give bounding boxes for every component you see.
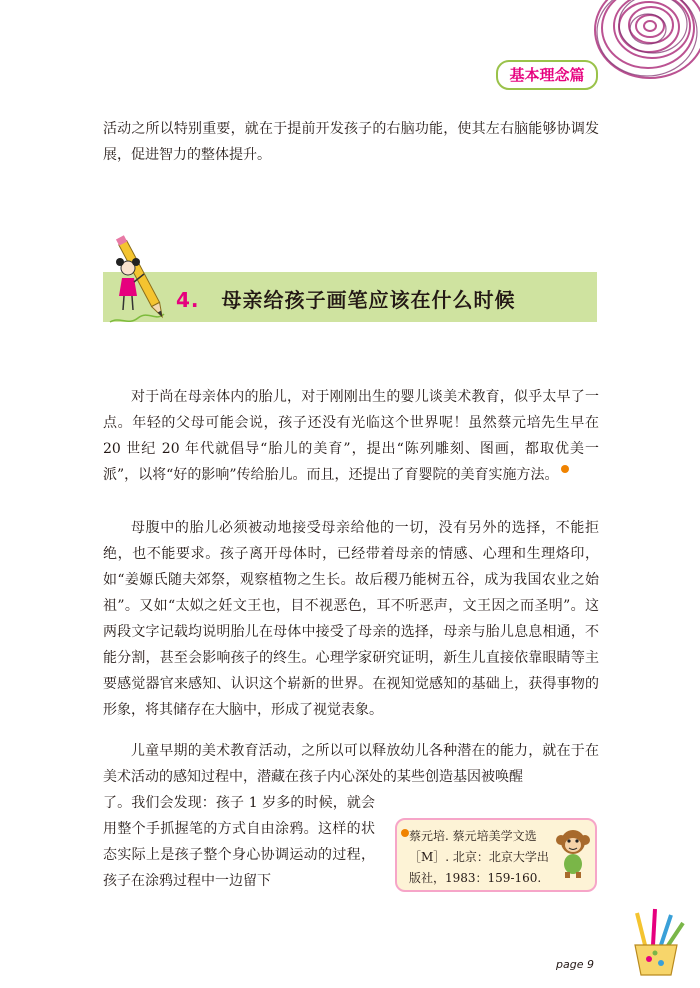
pencil-cup-icon — [615, 905, 695, 980]
section-title: 母亲给孩子画笔应该在什么时候 — [221, 288, 516, 312]
intro-paragraph: 活动之所以特别重要，就在于提前开发孩子的右脑功能，使其左右脑能够协调发展，促进智力的整体提升。 — [103, 121, 599, 163]
paragraph-text: 对于尚在母亲体内的胎儿，对于刚刚出生的婴儿谈美术教育，似乎太早了一点。年轻的父母可能会说，孩子还没有光临这个世界呢！虽然蔡元培先生早在 20 世纪 20 年代就倡导“胎儿的美育”，提出“陈列雕刻、图画，都取优美一派”，以将“好的影响”传给胎儿。而且，还提出了育婴院的美育实施方法。 — [103, 389, 599, 483]
page-number: page 9 — [556, 958, 594, 971]
monkey-icon — [553, 826, 593, 878]
footnote-marker-icon — [561, 465, 569, 473]
section-number: 4. — [176, 288, 200, 312]
footnote-text: 蔡元培. 蔡元培美学文选［M］. 北京：北京大学出版社，1983：159-160. — [409, 829, 549, 885]
footnote-box — [395, 818, 597, 892]
body-paragraph-3: 儿童早期的美术教育活动，之所以可以释放幼儿各种潜在的能力，就在于在美术活动的感知过程中，潜藏在孩子内心深处的某些创造基因被唤醒 — [103, 743, 599, 785]
section-heading — [176, 284, 515, 313]
body-paragraph-3-continued: 了。我们会发现：孩子 1 岁多的时候，就会用整个手抓握笔的方式自由涂鸦。这样的状态实际上是孩子整个身心协调运动的过程，孩子在涂鸦过程中一边留下 — [103, 795, 375, 889]
body-paragraph-1 — [103, 384, 599, 488]
girl-with-pencil-illustration — [108, 230, 176, 330]
footnote-bullet-icon — [401, 829, 409, 837]
section-tab: 基本理念篇 — [496, 60, 598, 90]
body-paragraph-2: 母腹中的胎儿必须被动地接受母亲给他的一切，没有另外的选择，不能拒绝，也不能要求。孩子离开母体时，已经带着母亲的情感、心理和生理烙印，如“姜嫄氏随夫郊祭，观察植物之生长。故后稷乃能树五谷，成为我国农业之始祖”。又如“太姒之妊文王也，目不视恶色，耳不听恶声，文王因之而圣明”。这两段文字记载均说明胎儿在母体中接受了母亲的选择，母亲与胎儿息息相通，不能分割，甚至会影响孩子的终生。心理学家研究证明，新生儿直接依靠眼睛等主要感觉器官来感知、认识这个崭新的世界。在视知觉感知的基础上，获得事物的形象，将其储存在大脑中，形成了视觉表象。 — [103, 520, 599, 718]
spiral-scribble-decoration — [570, 0, 700, 110]
